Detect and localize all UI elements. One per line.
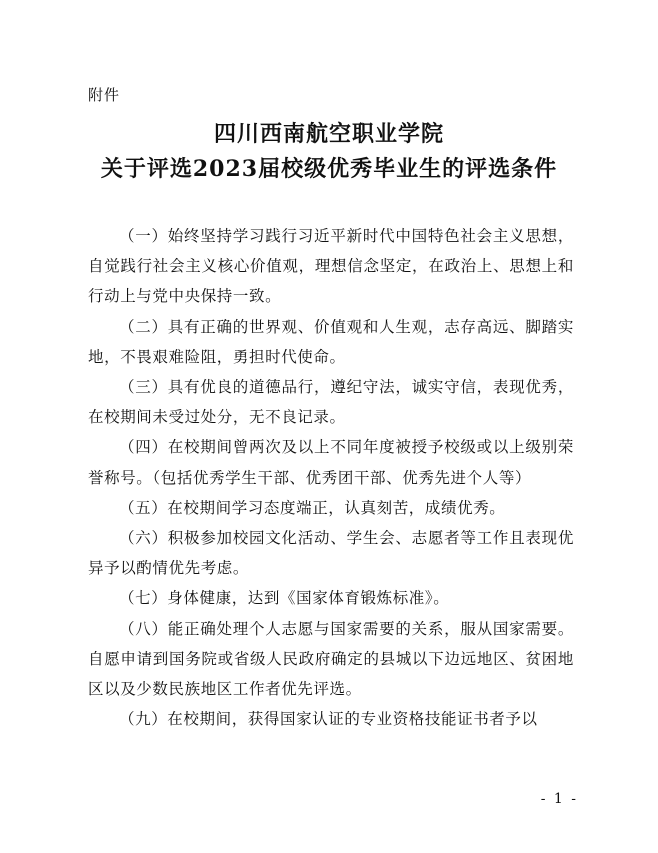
criterion-paragraph: （八）能正确处理个人志愿与国家需要的关系，服从国家需要。自愿申请到国务院或省级人民政府确定的县城以下边远地区、贫困地区以及少数民族地区工作者优先评选。: [88, 619, 574, 699]
criterion-paragraph: （二）具有正确的世界观、价值观和人生观，志存高远、脚踏实地，不畏艰难险阻，勇担时代使命。: [88, 317, 574, 366]
criterion-paragraph: （四）在校期间曾两次及以上不同年度被授予校级或以上级别荣誉称号。（包括优秀学生干部、优秀团干部、优秀先进个人等）: [88, 438, 574, 487]
criterion-paragraph: （九）在校期间，获得国家认证的专业资格技能证书者予以: [119, 710, 538, 729]
criterion-paragraph: （三）具有优良的道德品行，遵纪守法，诚实守信，表现优秀，在校期间未受过处分，无不良记录。: [88, 378, 574, 427]
criterion-paragraph: （一）始终坚持学习践行习近平新时代中国特色社会主义思想，自觉践行社会主义核心价值观，理想信念坚定，在政治上、思想上和行动上与党中央保持一致。: [88, 227, 574, 306]
criterion-paragraph: （七）身体健康，达到《国家体育锻炼标准》。: [119, 589, 450, 608]
document-title-line-1: 四川西南航空职业学院: [213, 121, 444, 147]
criterion-paragraph: （五）在校期间学习态度端正，认真刻苦，成绩优秀。: [119, 498, 506, 517]
document-title-line-2: 关于评选2023届校级优秀毕业生的评选条件: [100, 156, 558, 182]
page-number: - 1 -: [540, 791, 578, 807]
attachment-label: 附件: [88, 86, 121, 104]
criteria-body: [88, 221, 574, 734]
criterion-paragraph: （六）积极参加校园文化活动、学生会、志愿者等工作且表现优异予以酌情优先考虑。: [88, 529, 574, 578]
